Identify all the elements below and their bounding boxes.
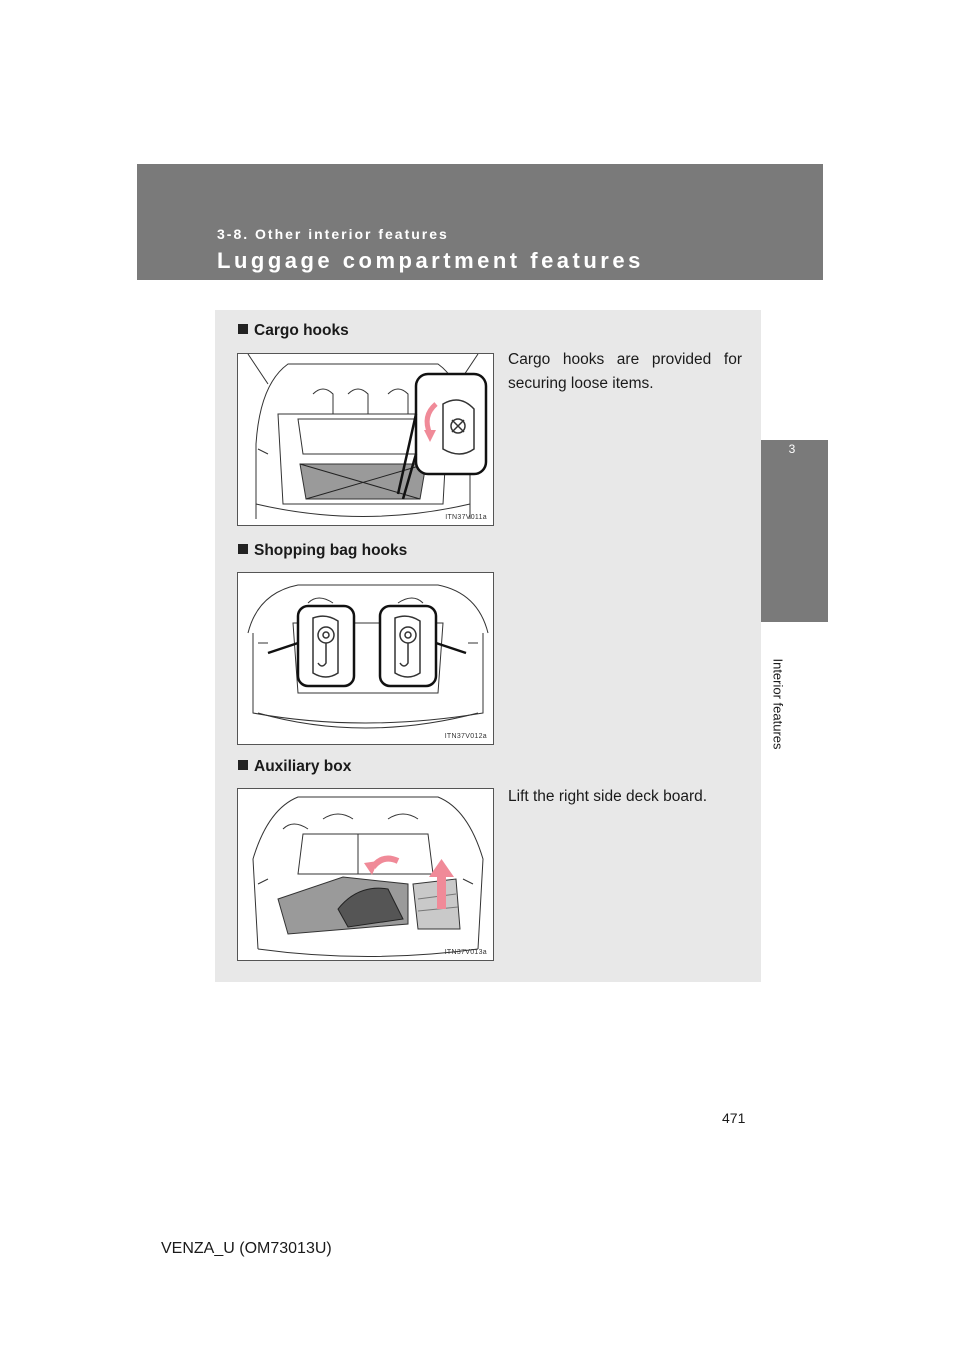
chapter-tab-label: Interior features — [770, 658, 786, 750]
heading-text: Auxiliary box — [254, 758, 352, 775]
heading-text: Cargo hooks — [254, 322, 349, 339]
heading-text: Shopping bag hooks — [254, 542, 408, 559]
section-heading-auxiliary-box — [238, 758, 351, 776]
auxiliary-box-illustration — [237, 788, 494, 961]
model-code: VENZA_U (OM73013U) — [161, 1240, 332, 1257]
figure-code: ITN37V013a — [444, 949, 487, 956]
cargo-hooks-description: Cargo hooks are provided for securing loose items. — [508, 351, 742, 392]
section-heading-cargo-hooks — [238, 322, 349, 340]
shopping-bag-hooks-drawing — [238, 573, 494, 745]
bullet-square-icon — [238, 324, 248, 334]
section-label: 3-8. Other interior features — [217, 226, 449, 242]
page-title: Luggage compartment features — [217, 248, 644, 273]
figure-code: ITN37V011a — [445, 514, 487, 521]
auxiliary-box-description: Lift the right side deck board. — [508, 788, 708, 805]
auxiliary-box-drawing — [238, 789, 494, 961]
chapter-header — [137, 164, 823, 280]
chapter-tab — [756, 440, 828, 622]
bullet-square-icon — [238, 544, 248, 554]
bullet-square-icon — [238, 760, 248, 770]
chapter-number: 3 — [788, 442, 796, 456]
cargo-hooks-illustration — [237, 353, 494, 526]
cargo-hooks-drawing — [238, 354, 494, 526]
page-number: 471 — [722, 1110, 746, 1126]
shopping-bag-hooks-illustration — [237, 572, 494, 745]
chapter-tab-label-wrap — [769, 634, 787, 774]
figure-code: ITN37V012a — [444, 733, 487, 740]
section-heading-shopping-bag-hooks — [238, 542, 407, 560]
